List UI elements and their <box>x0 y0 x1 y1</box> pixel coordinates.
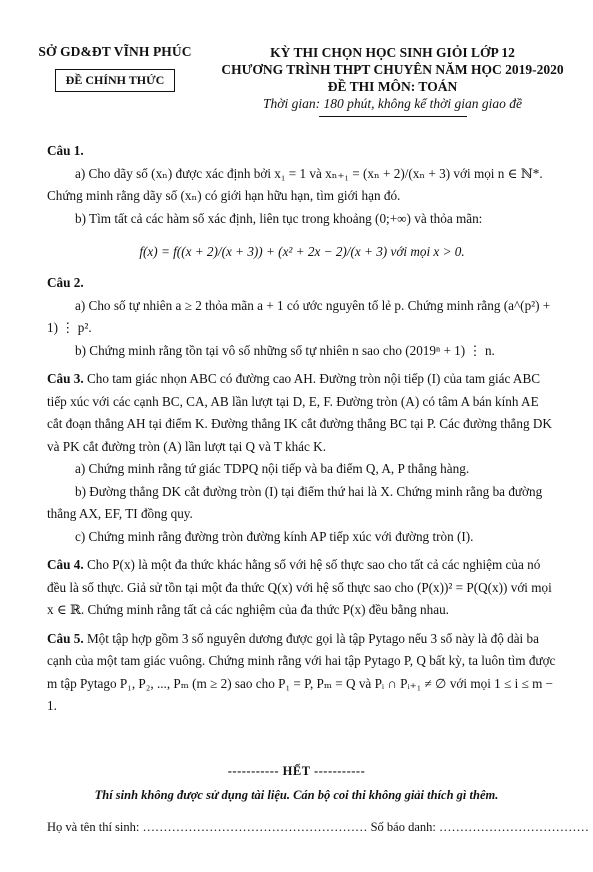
q3-part-b: b) Đường thẳng DK cắt đường tròn (I) tại điểm thứ hai là X. Chứng minh rằng ba đường thẳng AX, EF, TI đồng quy. <box>47 483 543 521</box>
q5-title: Câu 5. <box>47 630 84 646</box>
q4-title: Câu 4. <box>47 557 84 572</box>
q2-title: Câu 2. <box>47 275 84 290</box>
q2-part-b: b) Chứng minh rằng tồn tại vô số những số tự nhiên n sao cho (2019ⁿ + 1) ⋮ n. <box>75 342 495 358</box>
exam-program: CHƯƠNG TRÌNH THPT CHUYÊN NĂM HỌC 2019-2020 <box>221 62 564 77</box>
exam-body <box>47 140 557 718</box>
q1-part-b: b) Tìm tất cả các hàm số xác định, liên tục trong khoảng (0;+∞) và thỏa mãn: <box>75 210 483 226</box>
q4-block <box>47 554 557 622</box>
q5-block <box>47 628 557 718</box>
q2-part-a: a) Cho số tự nhiên a ≥ 2 thỏa mãn a + 1 có ước nguyên tố lẻ p. Chứng minh rằng (a^(p²) + 1) ⋮ p². <box>47 297 551 335</box>
q1-part-a: a) Cho dãy số (xₙ) được xác định bởi x₁ = 1 và xₙ₊₁ = (xₙ + 2)/(xₙ + 3) với mọi n ∈ ℕ*. Chứng minh rằng dãy số (xₙ) có giới hạn hữu hạn, tìm giới hạn đó. <box>47 165 543 203</box>
exam-time: Thời gian: 180 phút, không kể thời gian giao đề <box>263 96 522 111</box>
header-left <box>30 44 200 92</box>
header-right <box>205 44 580 117</box>
q3-block <box>47 368 557 458</box>
q3-intro: Cho tam giác nhọn ABC có đường cao AH. Đường tròn nội tiếp (I) của tam giác ABC tiếp xúc với các cạnh BC, CA, AB lần lượt tại D, E, F. Đường tròn (A) có tâm A bán kính AE cắt đoạn thẳng AH tại điểm K. Đường thẳng IK cắt đường thẳng BC tại P. Các đường thẳng DK và PK cắt đường tròn (A) lần lượt tại Q và T khác K. <box>47 371 552 454</box>
department-name: SỞ GD&ĐT VĨNH PHÚC <box>38 44 192 59</box>
q1-equation <box>47 234 557 270</box>
q3-part-c: c) Chứng minh rằng đường tròn đường kính AP tiếp xúc với đường tròn (I). <box>75 528 474 544</box>
header-rule <box>319 116 467 117</box>
end-mark: ----------- HẾT ----------- <box>227 764 366 778</box>
q4-text: Cho P(x) là một đa thức khác hằng số với hệ số thực sao cho tất cả các nghiệm của nó đều là số thực. Giả sử tồn tại một đa thức Q(x) với hệ số thực sao cho (P(x))² = P(Q(x)) với mọi x ∈ ℝ. Chứng minh rằng tất cả các nghiệm của đa thức P(x) đều bằng nhau. <box>47 557 552 617</box>
exam-note: Thí sinh không được sử dụng tài liệu. Cán bộ coi thi không giải thích gì thêm. <box>94 788 499 802</box>
official-exam-box: ĐỀ CHÍNH THỨC <box>55 69 176 92</box>
q1-title: Câu 1. <box>47 143 84 158</box>
q3-part-a: a) Chứng minh rằng tứ giác TDPQ nội tiếp và ba điểm Q, A, P thẳng hàng. <box>75 461 470 476</box>
exam-title: KỲ THI CHỌN HỌC SINH GIỎI LỚP 12 <box>270 45 515 60</box>
functional-equation: f(x) = f((x + 2)/(x + 3)) + (x² + 2x − 2)/(x + 3) với mọi x > 0. <box>139 244 465 259</box>
exam-subject: ĐỀ THI MÔN: TOÁN <box>327 79 458 94</box>
q5-text: Một tập hợp gồm 3 số nguyên dương được gọi là tập Pytago nếu 3 số này là độ dài ba cạnh của một tam giác vuông. Chứng minh rằng với hai tập Pytago P, Q bất kỳ, ta luôn tìm được m tập Pytago P₁, P₂, ..., Pₘ (m ≥ 2) sao cho P₁ = P, Pₘ = Q và Pᵢ ∩ Pᵢ₊₁ ≠ ∅ với mọi 1 ≤ i ≤ m − 1. <box>47 630 556 713</box>
q3-title: Câu 3. <box>47 371 84 386</box>
candidate-info-line: Họ và tên thí sinh: ……………………………………………… Số báo danh: ……………………………… <box>47 820 589 834</box>
